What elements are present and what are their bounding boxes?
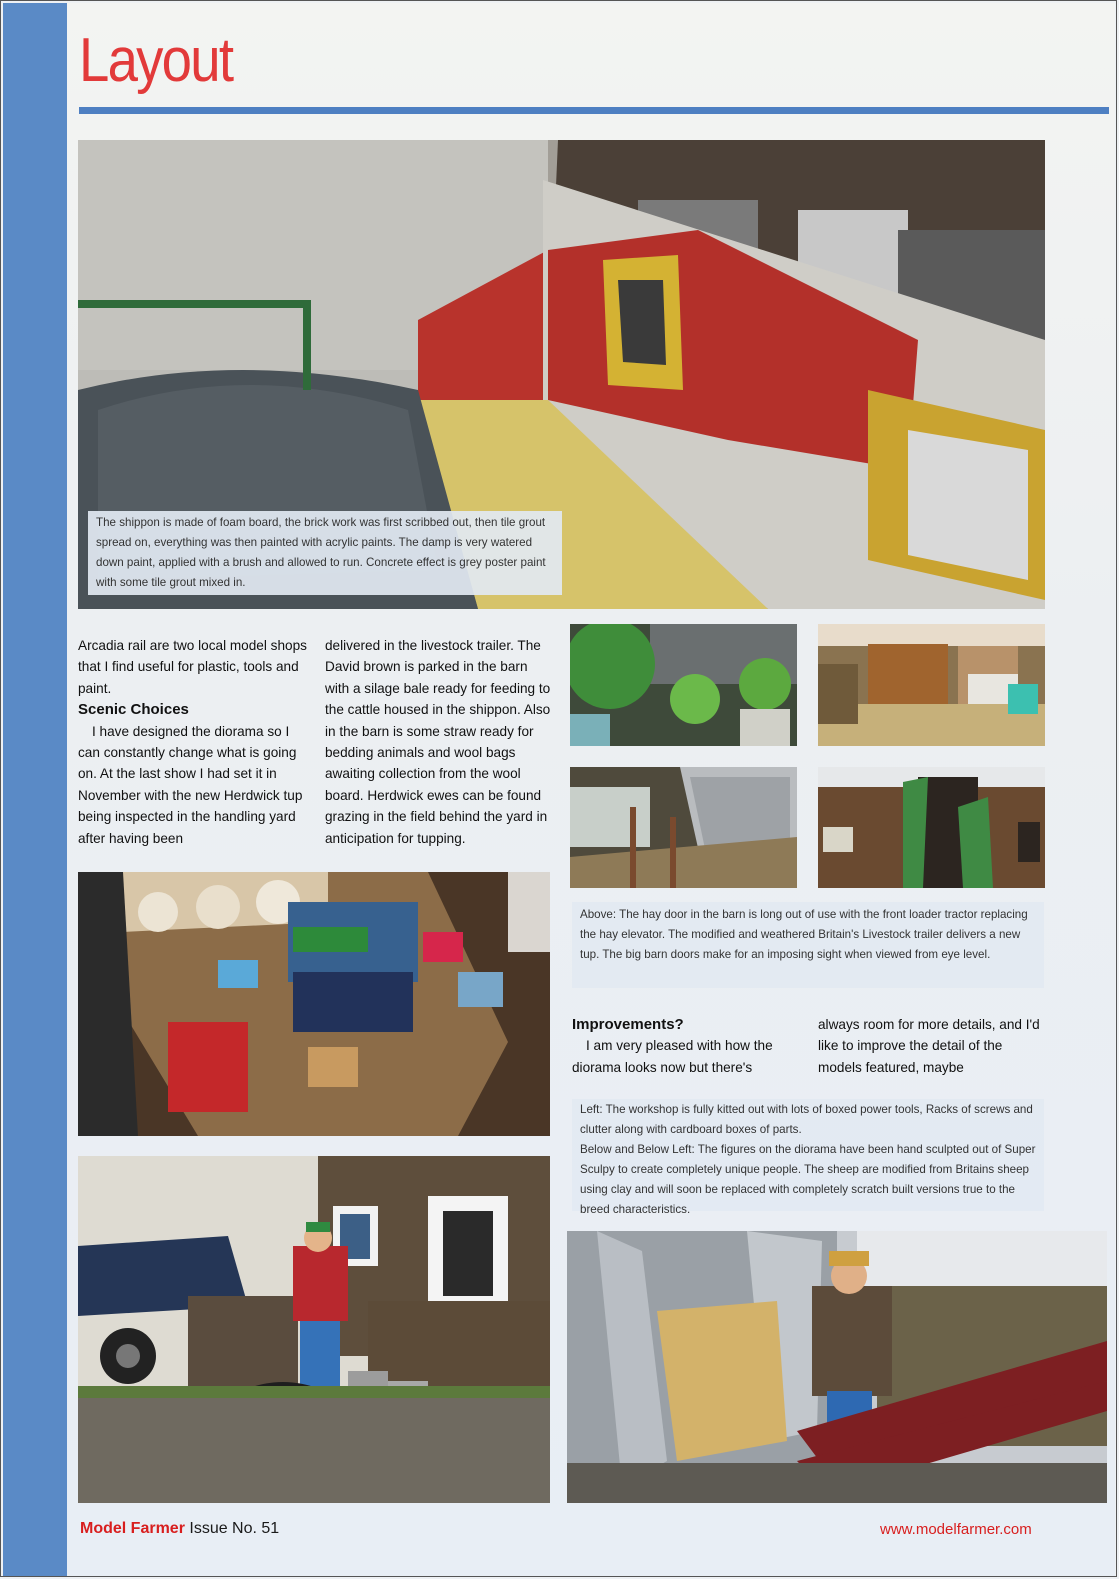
article-column-1 bbox=[78, 635, 310, 849]
page-title: Layout bbox=[79, 26, 233, 95]
footer-website-link[interactable]: www.modelfarmer.com bbox=[880, 1521, 1032, 1538]
col1-intro: Arcadia rail are two local model shops that I find useful for plastic, tools and paint. bbox=[78, 638, 307, 696]
footer-magazine-name: Model Farmer bbox=[80, 1520, 185, 1537]
scenic-choices-heading: Scenic Choices bbox=[78, 701, 189, 719]
shippon-caption: The shippon is made of foam board, the brick work was first scribbed out, then tile grout spread on, everything was then painted with acrylic paints. The damp is very watered down paint, applied with a brush and allowed to run. Concrete effect is grey poster paint with some tile grout mixed in. bbox=[88, 511, 562, 595]
grid-caption: Above: The hay door in the barn is long out of use with the front loader tractor replacing the hay elevator. The modified and weathered Britain's Livestock trailer delivers a new tup. The big barn doors make for an imposing sight when viewed from eye level. bbox=[572, 902, 1044, 988]
improvements-col1-text: I am very pleased with how the diorama looks now but there's bbox=[572, 1038, 773, 1075]
farmer-dog-photo bbox=[78, 1156, 550, 1503]
livestock-trailer-photo bbox=[570, 767, 797, 888]
footer-brand bbox=[80, 1520, 279, 1538]
barn-interior-photo bbox=[818, 624, 1045, 746]
trailer-farmer-photo bbox=[567, 1231, 1107, 1503]
workshop-caption-line-2: Below and Below Left: The figures on the diorama have been hand sculpted out of Super Sculpy to create completely unique people. The sheep are modified from Britains sheep using clay and will soon be replaced with completely scratch built versions true to the breed characteristics. bbox=[580, 1143, 1036, 1216]
improvements-heading: Improvements? bbox=[572, 1016, 684, 1033]
barn-doors-photo bbox=[818, 767, 1045, 888]
footer-issue: Issue No. 51 bbox=[184, 1520, 280, 1537]
blue-sidebar bbox=[3, 3, 67, 1576]
title-rule bbox=[79, 107, 1109, 114]
col1-scenic-text: I have designed the diorama so I can constantly change what is going on. At the last show I had set it in November with the new Herdwick tup being inspected in the handling yard after having been bbox=[78, 723, 303, 846]
improvements-col2-text: always room for more details, and I'd like to improve the detail of the models featured, maybe bbox=[818, 1017, 1040, 1075]
article-column-2 bbox=[325, 635, 555, 849]
improvements-column-2 bbox=[818, 1014, 1043, 1078]
improvements-column-1 bbox=[572, 1014, 797, 1078]
workshop-caption bbox=[572, 1099, 1044, 1216]
col2-text: delivered in the livestock trailer. The David brown is parked in the barn with a silage bale ready for feeding to the cattle housed in the shippon. Also in the barn is some straw ready for bedding animals and wool bags awaiting collection from the wool board. Herdwick ewes can be found grazing in the field behind the yard in anticipation for tupping. bbox=[325, 638, 551, 846]
workshop-photo bbox=[78, 872, 550, 1136]
workshop-caption-line-1: Left: The workshop is fully kitted out with lots of boxed power tools, Racks of screws and clutter along with cardboard boxes of parts. bbox=[580, 1103, 1033, 1136]
trees-photo bbox=[570, 624, 797, 746]
